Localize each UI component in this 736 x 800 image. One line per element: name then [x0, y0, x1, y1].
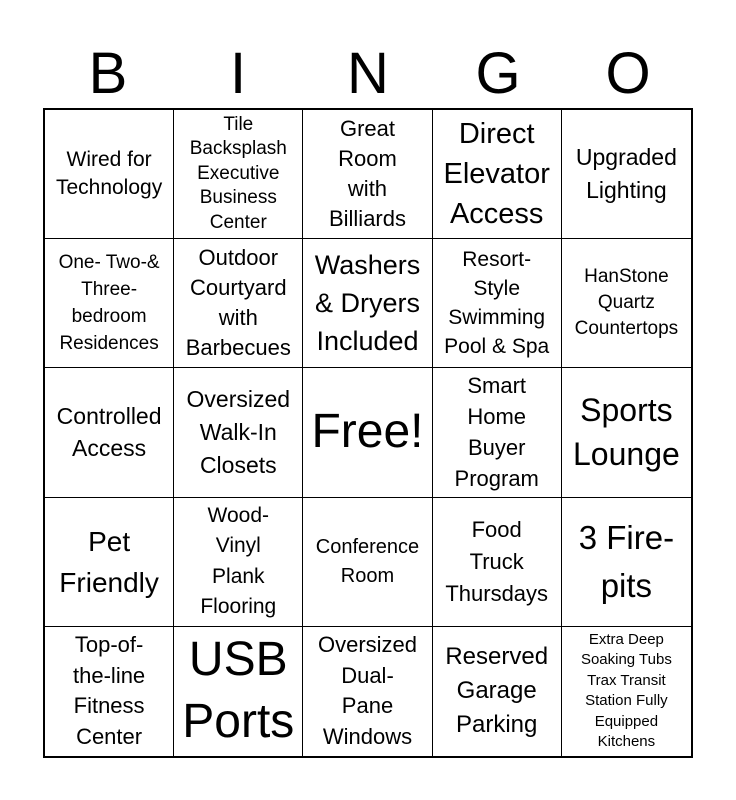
cell-label: Sports Lounge	[573, 392, 680, 473]
bingo-cell-o1[interactable]	[562, 110, 691, 239]
bingo-header	[43, 40, 693, 108]
bingo-cell-n5[interactable]	[303, 627, 432, 756]
header-letter-o: O	[605, 41, 651, 106]
cell-label: Upgraded Lighting	[575, 144, 677, 204]
cell-label: Oversized Walk-In Closets	[186, 385, 291, 478]
header-letter-i: I	[229, 41, 247, 106]
cell-label: Controlled Access	[56, 403, 162, 462]
cell-label: Tile Backsplash Executive Business Center	[189, 113, 287, 233]
bingo-cell-b3[interactable]	[45, 368, 174, 497]
cell-label: Extra Deep Soaking Tubs Trax Transit Station Fully Equipped Kitchens	[580, 630, 672, 751]
bingo-cell-b2[interactable]	[45, 239, 174, 368]
cell-label: Outdoor Courtyard with Barbecues	[185, 245, 291, 361]
bingo-cell-n3-free[interactable]	[303, 368, 432, 497]
bingo-cell-o3[interactable]	[562, 368, 691, 497]
bingo-cell-i4[interactable]	[174, 498, 303, 627]
cell-label: Direct Elevator Access	[443, 118, 550, 231]
cell-label: HanStone Quartz Countertops	[574, 266, 679, 340]
header-letter-g: G	[475, 41, 521, 106]
cell-label: Smart Home Buyer Program	[454, 373, 539, 492]
bingo-cell-b4[interactable]	[45, 498, 174, 627]
bingo-cell-n1[interactable]	[303, 110, 432, 239]
cell-label: Pet Friendly	[59, 525, 159, 598]
cell-label: Great Room with Billiards	[328, 116, 406, 232]
bingo-cell-i3[interactable]	[174, 368, 303, 497]
cell-label: Resort- Style Swimming Pool & Spa	[444, 248, 550, 359]
bingo-cell-i5[interactable]	[174, 627, 303, 756]
bingo-cell-g2[interactable]	[433, 239, 562, 368]
bingo-cell-i1[interactable]	[174, 110, 303, 239]
header-letter-n: N	[347, 41, 389, 106]
cell-label: Washers & Dryers Included	[314, 250, 421, 357]
cell-label: One- Two-& Three- bedroom Residences	[58, 252, 160, 355]
bingo-cell-o4[interactable]	[562, 498, 691, 627]
bingo-cell-b5[interactable]	[45, 627, 174, 756]
cell-label: Food Truck Thursdays	[445, 516, 549, 606]
bingo-cell-o5[interactable]	[562, 627, 691, 756]
bingo-cell-g1[interactable]	[433, 110, 562, 239]
cell-label: Reserved Garage Parking	[445, 643, 549, 739]
cell-label: Top-of- the-line Fitness Center	[73, 632, 146, 749]
bingo-cell-o2[interactable]	[562, 239, 691, 368]
free-space-label: Free!	[311, 405, 424, 459]
bingo-board	[43, 108, 693, 758]
cell-label: Wood- Vinyl Plank Flooring	[200, 503, 277, 619]
bingo-cell-g4[interactable]	[433, 498, 562, 627]
bingo-cell-n2[interactable]	[303, 239, 432, 368]
cell-label: USB Ports	[182, 633, 295, 749]
cell-label: 3 Fire- pits	[578, 518, 675, 604]
cell-label: Wired for Technology	[55, 148, 163, 200]
bingo-cell-n4[interactable]	[303, 498, 432, 627]
bingo-cell-b1[interactable]	[45, 110, 174, 239]
bingo-cell-g5[interactable]	[433, 627, 562, 756]
header-letter-b: B	[88, 41, 128, 106]
bingo-cell-g3[interactable]	[433, 368, 562, 497]
bingo-cell-i2[interactable]	[174, 239, 303, 368]
cell-label: Conference Room	[315, 535, 420, 587]
cell-label: Oversized Dual- Pane Windows	[317, 632, 418, 749]
